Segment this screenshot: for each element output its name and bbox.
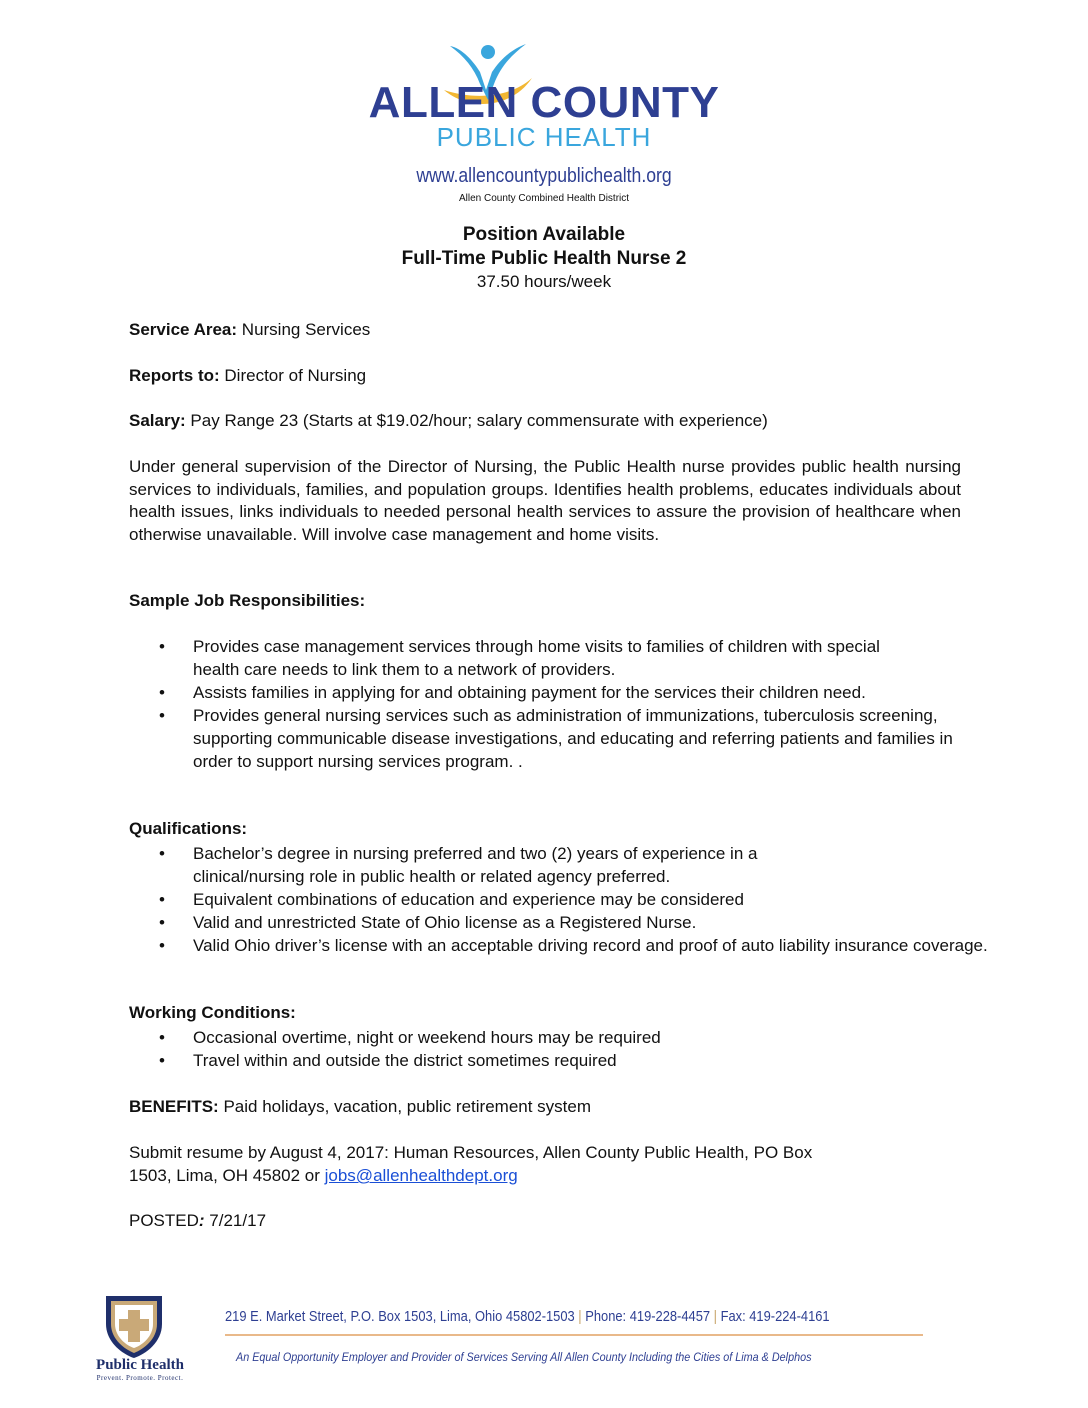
- service-area-label: Service Area:: [129, 320, 238, 339]
- submit-line-2: [129, 1164, 518, 1187]
- job-description: Under general supervision of the Director of Nursing, the Public Health nurse provides public health nursing services to individuals, families, and population groups. Identifies health problems, educates individuals about health issues, links individuals to needed personal health services to assure the provision of healthcare when otherwise unavailable. Will involve case management and home visits.: [129, 457, 961, 544]
- reports-to-value: Director of Nursing: [219, 366, 367, 385]
- footer-fax: Fax: 419-224-4161: [720, 1308, 830, 1325]
- responsibilities-heading: Sample Job Responsibilities:: [129, 591, 366, 610]
- list-item: • Bachelor’s degree in nursing preferred and two (2) years of experience in a clinical/nursing role in public health or related agency preferred.: [129, 842, 1023, 888]
- working-conditions-list: [129, 1026, 969, 1072]
- footer-address: 219 E. Market Street, P.O. Box 1503, Lima, Ohio 45802-1503: [225, 1308, 575, 1325]
- shield-cross-logo-icon: [92, 1290, 176, 1360]
- divider: |: [713, 1308, 718, 1325]
- service-area-line: [129, 318, 370, 341]
- reports-to-label: Reports to:: [129, 366, 220, 385]
- footer-eoe-statement: An Equal Opportunity Employer and Provider of Services Serving All Allen County Including the Cities of Lima & Delphos: [236, 1350, 812, 1364]
- list-item: • Valid and unrestricted State of Ohio license as a Registered Nurse.: [129, 911, 1023, 934]
- posted-colon: :: [198, 1211, 205, 1230]
- divider: |: [578, 1308, 582, 1325]
- org-name: ALLEN COUNTY: [368, 78, 720, 127]
- list-item: • Assists families in applying for and obtaining payment for the services their children need.: [129, 681, 969, 704]
- submit-line-1: Submit resume by August 4, 2017: Human Resources, Allen County Public Health, PO Box: [129, 1143, 813, 1162]
- list-item: • Provides general nursing services such as administration of immunizations, tuberculosis screening, supporting communicable disease investigations, and educating and referring patients and families in order to support nursing services program. .: [129, 704, 969, 773]
- website-link[interactable]: www.allencountypublichealth.org: [416, 165, 672, 187]
- salary-value: Pay Range 23 (Starts at $19.02/hour; salary commensurate with experience): [185, 411, 768, 430]
- working-conditions-heading: Working Conditions:: [129, 1003, 296, 1022]
- list-item: • Equivalent combinations of education and experience may be considered: [129, 888, 1023, 911]
- district-name: Allen County Combined Health District: [458, 193, 630, 204]
- benefits-label: BENEFITS:: [129, 1097, 219, 1116]
- footer-divider: [225, 1334, 923, 1336]
- position-title: Full-Time Public Health Nurse 2: [401, 248, 687, 269]
- list-item: • Valid Ohio driver’s license with an acceptable driving record and proof of auto liability insurance coverage.: [129, 934, 1023, 957]
- salary-line: [129, 409, 768, 432]
- footer-logo-text: Public Health: [96, 1357, 184, 1373]
- qualifications-list: [129, 842, 1023, 957]
- reports-to-line: [129, 364, 366, 387]
- benefits-value: Paid holidays, vacation, public retirement system: [218, 1097, 592, 1116]
- responsibilities-list: [129, 635, 969, 773]
- list-item: • Travel within and outside the district sometimes required: [129, 1049, 969, 1072]
- footer-phone: Phone: 419-228-4457: [585, 1308, 711, 1325]
- org-subtitle: PUBLIC HEALTH: [436, 122, 652, 152]
- footer-logo-tagline: Prevent. Promote. Protect.: [96, 1374, 184, 1382]
- service-area-value: Nursing Services: [237, 320, 371, 339]
- list-item: • Occasional overtime, night or weekend hours may be required: [129, 1026, 969, 1049]
- position-hours: 37.50 hours/week: [476, 272, 612, 291]
- list-item: • Provides case management services through home visits to families of children with special health care needs to link them to a network of providers.: [129, 635, 969, 681]
- posted-label: POSTED: [129, 1211, 199, 1230]
- footer-contact: [225, 1308, 830, 1325]
- email-link[interactable]: jobs@allenhealthdept.org: [324, 1166, 518, 1185]
- posting-title: Position Available: [462, 224, 626, 245]
- benefits-line: [129, 1095, 591, 1118]
- posted-date: 7/21/17: [204, 1211, 267, 1230]
- qualifications-heading: Qualifications:: [129, 819, 248, 838]
- posted-line: [129, 1209, 266, 1232]
- salary-label: Salary:: [129, 411, 186, 430]
- submit-address: 1503, Lima, OH 45802 or: [129, 1166, 325, 1185]
